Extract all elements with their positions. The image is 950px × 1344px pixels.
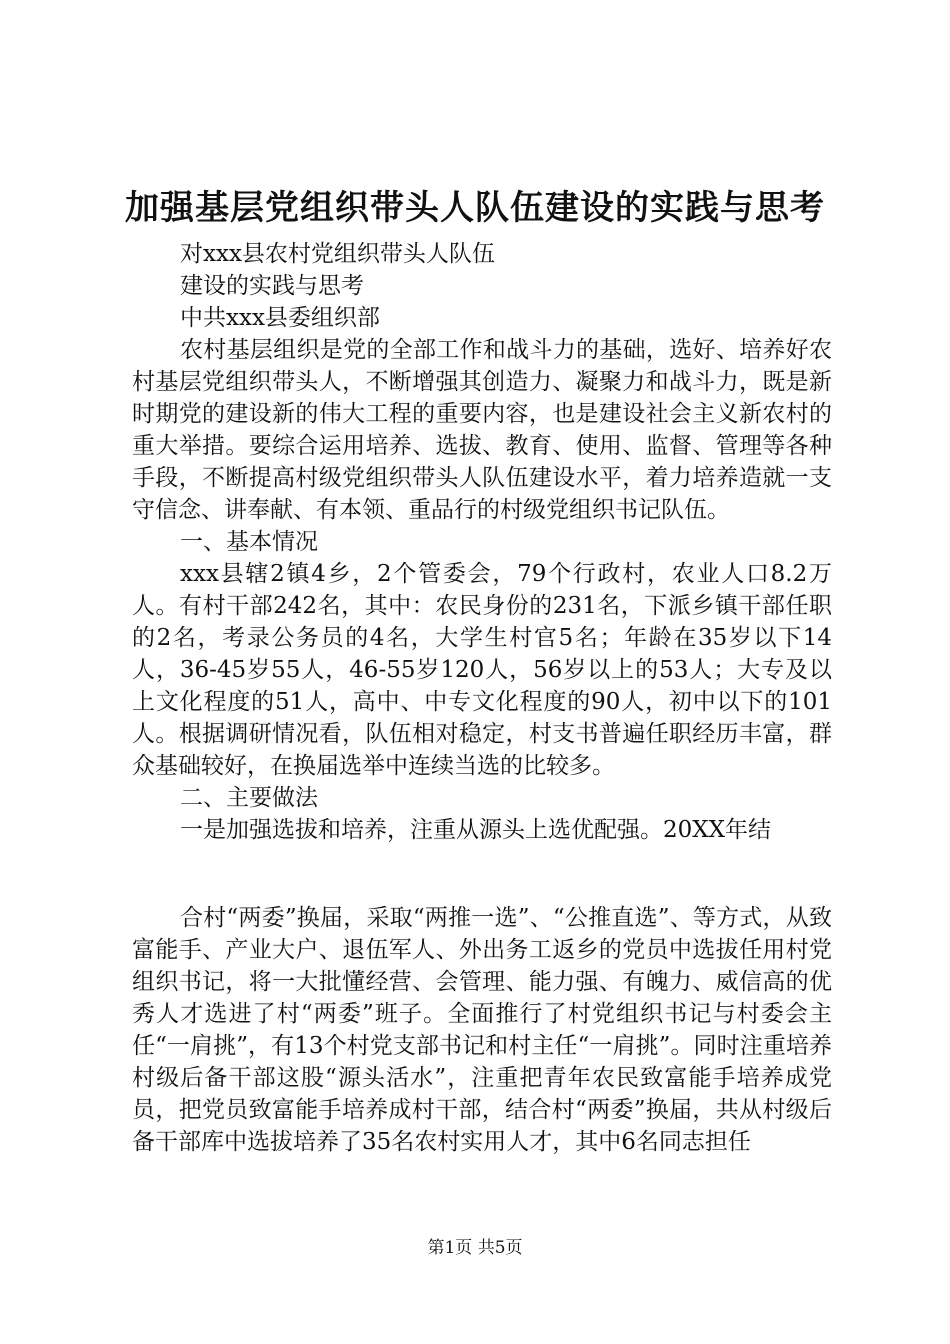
paragraph-3-continued: 合村“两委”换届，采取“两推一选”、“公推直选”、等方式，从致富能手、产业大户、退伍军人、外出务工返乡的党员中选拔任用村党组织书记，将一大批懂经营、会管理、能力强、有魄力、威信高的优秀人才选进了村“两委”班子。全面推行了村党组织书记与村委会主任“一肩挑”，有13个村党支部书记和村主任“一肩挑”。同时注重培养村级后备干部这股“源头活水”，注重把青年农民致富能手培养成党员，把党员致富能手培养成村干部，结合村“两委”换届，共从村级后备干部库中选拔培养了35名农村实用人才，其中6名同志担任 (132, 905, 832, 1155)
document-body-top (132, 238, 832, 846)
section-heading-2: 二、主要做法 (180, 785, 318, 811)
paragraph-2: xxx县辖2镇4乡，2个管委会，79个行政村，农业人口8.2万人。有村干部242名，其中：农民身份的231名，下派乡镇干部任职的2名，考录公务员的4名，大学生村官5名；年龄在35岁以下14人，36-45岁55人，46-55岁120人，56岁以上的53人；大专及以上文化程度的51人，高中、中专文化程度的90人，初中以下的101人。根据调研情况看，队伍相对稳定，村支书普遍任职经历丰富，群众基础较好，在换届选举中连续当选的比较多。 (132, 561, 832, 779)
page-footer: 第1页 共5页 (427, 1238, 523, 1258)
document-title: 加强基层党组织带头人队伍建设的实践与思考 (125, 188, 825, 228)
author-line: 中共xxx县委组织部 (180, 305, 380, 331)
document-body-bottom (132, 902, 832, 1158)
paragraph-1: 农村基层组织是党的全部工作和战斗力的基础，选好、培养好农村基层党组织带头人，不断增强其创造力、凝聚力和战斗力，既是新时期党的建设新的伟大工程的重要内容，也是建设社会主义新农村的重大举措。要综合运用培养、选拔、教育、使用、监督、管理等各种手段，不断提高村级党组织带头人队伍建设水平，着力培养造就一支守信念、讲奉献、有本领、重品行的村级党组织书记队伍。 (132, 337, 832, 523)
paragraph-3-start: 一是加强选拔和培养，注重从源头上选优配强。20XX年结 (180, 817, 772, 843)
section-heading-1: 一、基本情况 (180, 529, 318, 555)
subtitle-line-2: 建设的实践与思考 (180, 273, 364, 299)
subtitle-line-1: 对xxx县农村党组织带头人队伍 (180, 241, 495, 267)
